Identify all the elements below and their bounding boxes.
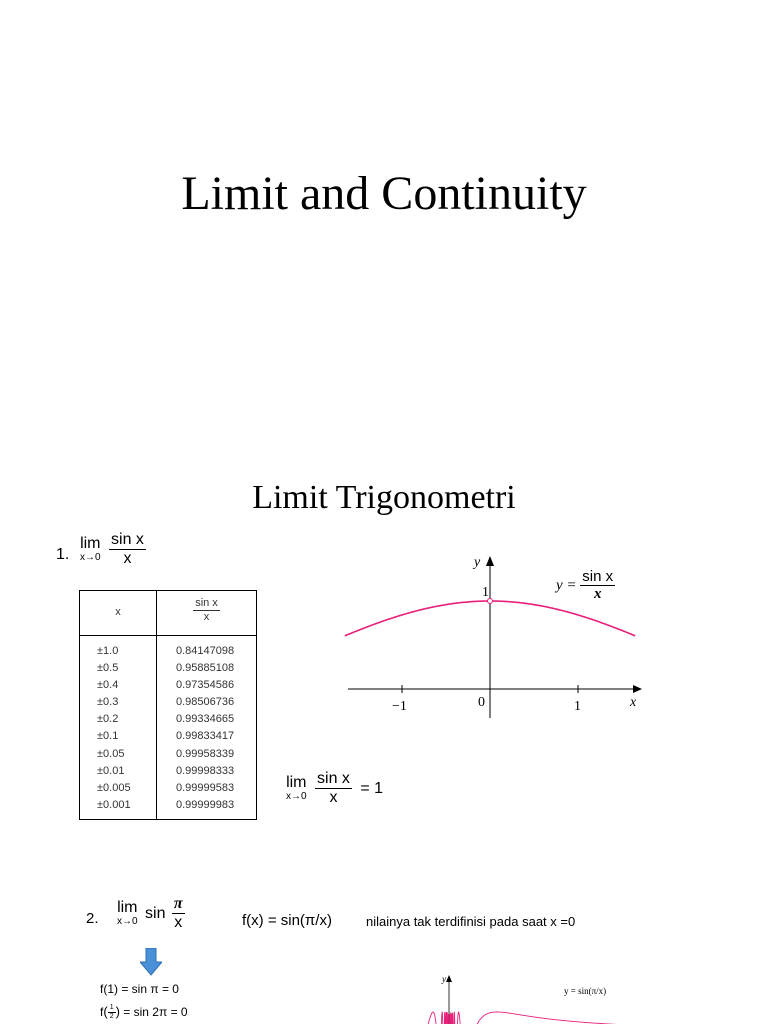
- function-definition: f(x) = sin(π/x): [242, 912, 332, 929]
- fraction-numerator: sin x: [109, 531, 146, 550]
- header-x: x: [115, 606, 121, 618]
- equation-lhs: y =: [556, 577, 577, 594]
- sin-pi-over-x-curve: [396, 1012, 660, 1024]
- lim-word: lim: [117, 898, 138, 916]
- cell-value: 0.98506736: [176, 696, 235, 709]
- x-axis-label: x: [630, 695, 637, 710]
- cell-x: ±0.1: [97, 730, 119, 743]
- cell-value: 0.99334665: [176, 713, 235, 726]
- cell-x: ±0.001: [97, 798, 131, 811]
- cell-x: ±0.005: [97, 781, 131, 794]
- lim-operator: [80, 536, 101, 564]
- cell-value: 0.97354586: [176, 679, 235, 692]
- cell-value: 0.99958339: [176, 747, 235, 760]
- table-row: [80, 711, 256, 728]
- sin-pi-over-x-graph: [390, 972, 670, 1024]
- table-body: [80, 643, 256, 814]
- section-title: Limit Trigonometri: [252, 479, 516, 516]
- equation-numerator: sin x: [582, 568, 614, 585]
- cell-x: ±0.4: [97, 679, 119, 692]
- item-2-fraction: [172, 895, 185, 933]
- lim-subscript: x→0: [80, 551, 101, 563]
- graph2-equation: y = sin(π/x): [564, 986, 607, 996]
- y-axis-label: y: [474, 555, 481, 570]
- lim-subscript: x→0: [117, 915, 138, 927]
- table-row: [80, 660, 256, 677]
- table-row: [80, 780, 256, 797]
- cell-x: ±0.05: [97, 747, 125, 760]
- down-arrow-icon: [140, 948, 162, 976]
- cell-value: 0.99998333: [176, 764, 235, 777]
- header-fraction: [157, 597, 256, 623]
- cell-value: 0.84147098: [176, 645, 235, 657]
- fraction-denominator: x: [329, 789, 338, 807]
- lim-subscript: x→0: [286, 790, 307, 802]
- cell-x: ±1.0: [97, 645, 119, 657]
- equation-fraction: [580, 568, 615, 604]
- item-2-number: 2.: [86, 910, 99, 927]
- undefined-note: nilainya tak terdifinisi pada saat x =0: [366, 914, 576, 929]
- cell-x: ±0.5: [97, 662, 119, 675]
- limit-result: [286, 770, 383, 808]
- header-denominator: x: [203, 610, 210, 623]
- f-of-one: f(1) = sin π = 0: [100, 982, 179, 996]
- equation-denominator: x: [593, 586, 602, 603]
- y-axis-arrowhead: [446, 975, 452, 982]
- values-table: [79, 590, 257, 820]
- fraction-numerator: sin x: [315, 770, 352, 789]
- cell-x: ±0.3: [97, 696, 119, 709]
- sin-word: sin: [145, 904, 166, 922]
- half-fraction: $\frac{1}{2}$: [109, 1004, 114, 1021]
- cell-value: 0.99999583: [176, 781, 235, 794]
- lim-word: lim: [286, 773, 307, 791]
- cell-x: ±0.01: [97, 764, 125, 777]
- fraction-numerator: π: [172, 895, 185, 914]
- tick-pos-label: 1: [574, 699, 581, 714]
- header-numerator: sin x: [195, 597, 218, 609]
- graph-equation: [556, 568, 615, 604]
- cell-value: 0.95885108: [176, 662, 235, 675]
- fraction-denominator: x: [174, 914, 183, 932]
- table-row: [80, 694, 256, 711]
- f-half-value: = sin 2π = 0: [123, 1005, 188, 1019]
- tick-neg-label: −1: [392, 699, 407, 714]
- table-row: [80, 677, 256, 694]
- one-label: 1: [482, 585, 489, 600]
- table-row: [80, 643, 256, 660]
- item-1-number: 1.: [56, 546, 70, 563]
- f-label: f: [100, 1005, 104, 1019]
- cell-value: 0.99999983: [176, 798, 235, 811]
- table-row: [80, 746, 256, 763]
- item-1-fraction: [109, 531, 146, 569]
- item-2-limit: [117, 895, 185, 933]
- result-value: = 1: [360, 779, 384, 797]
- cell-x: ±0.2: [97, 713, 119, 726]
- cell-value: 0.99833417: [176, 730, 235, 743]
- table-row: [80, 763, 256, 780]
- y-axis-label: y: [442, 974, 446, 984]
- origin-label: 0: [478, 695, 485, 710]
- result-fraction: [315, 770, 352, 808]
- item-1-limit: [80, 531, 146, 569]
- table-row: [80, 728, 256, 745]
- f-of-half: f( $\frac{1}{2}$ ) = sin 2π = 0: [100, 1004, 188, 1021]
- table-row: [80, 797, 256, 814]
- lim-operator: [117, 900, 138, 928]
- x-axis-arrowhead: [633, 685, 642, 693]
- lim-operator: [286, 775, 307, 803]
- slide-title: Limit and Continuity: [181, 167, 587, 220]
- lim-word: lim: [80, 534, 101, 552]
- fraction-denominator: x: [123, 550, 132, 568]
- y-axis-arrowhead: [486, 556, 494, 566]
